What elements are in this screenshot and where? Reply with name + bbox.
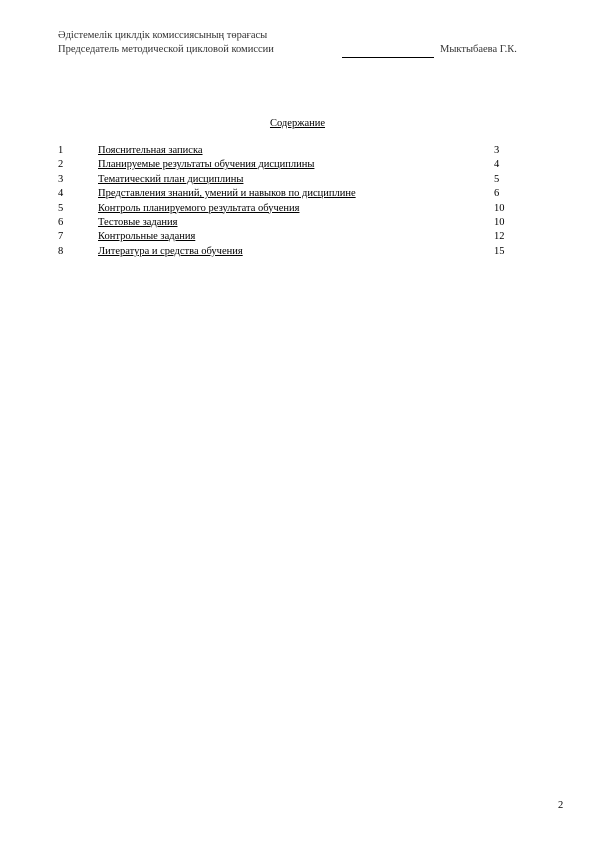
toc-item[interactable] <box>58 202 518 216</box>
signer-name: Мыктыбаева Г.К. <box>440 44 517 55</box>
toc-item[interactable] <box>58 216 518 230</box>
signature-line <box>342 57 434 58</box>
toc-item-page: 10 <box>494 216 505 228</box>
page-number: 2 <box>558 800 564 811</box>
toc-item[interactable] <box>58 158 518 172</box>
toc-item-number: 1 <box>58 145 64 156</box>
toc-item-label[interactable]: Планируемые результаты обучения дисциплины <box>98 159 315 171</box>
toc-item-number: 5 <box>58 202 64 214</box>
toc-item-number: 4 <box>58 188 64 200</box>
toc-list <box>58 144 518 259</box>
toc-item-number: 8 <box>58 245 64 257</box>
toc-item[interactable] <box>58 245 518 259</box>
toc-item-label[interactable]: Тестовые задания <box>98 216 178 228</box>
toc-item[interactable] <box>58 187 518 201</box>
toc-title: Содержание <box>269 118 326 129</box>
toc-item-label[interactable]: Контроль планируемого результата обучения <box>98 202 300 214</box>
toc-item-label[interactable]: Литература и средства обучения <box>98 245 243 257</box>
toc-item-number: 3 <box>58 173 64 185</box>
toc-item[interactable] <box>58 230 518 244</box>
toc-item-page: 6 <box>494 188 500 200</box>
header-title-ru: Председатель методической цикловой комиссии <box>58 44 274 55</box>
toc-item-label[interactable]: Пояснительная записка <box>98 145 203 156</box>
toc-item-page: 5 <box>494 173 500 185</box>
toc-item[interactable] <box>58 173 518 187</box>
toc-item-number: 2 <box>58 159 64 171</box>
toc-item[interactable] <box>58 144 518 158</box>
toc-item-page: 10 <box>494 202 505 214</box>
toc-item-page: 3 <box>494 145 500 156</box>
toc-item-label[interactable]: Представления знаний, умений и навыков по дисциплине <box>98 188 356 200</box>
toc-item-page: 15 <box>494 245 505 257</box>
toc-item-number: 6 <box>58 216 64 228</box>
header-title-kz: Әдістемелік циклдік комиссиясының төрағасы <box>58 30 268 41</box>
toc-item-label[interactable]: Контрольные задания <box>98 231 196 243</box>
toc-item-page: 4 <box>494 159 500 171</box>
toc-item-label[interactable]: Тематический план дисциплины <box>98 173 244 185</box>
toc-item-number: 7 <box>58 231 64 243</box>
toc-item-page: 12 <box>494 231 505 243</box>
